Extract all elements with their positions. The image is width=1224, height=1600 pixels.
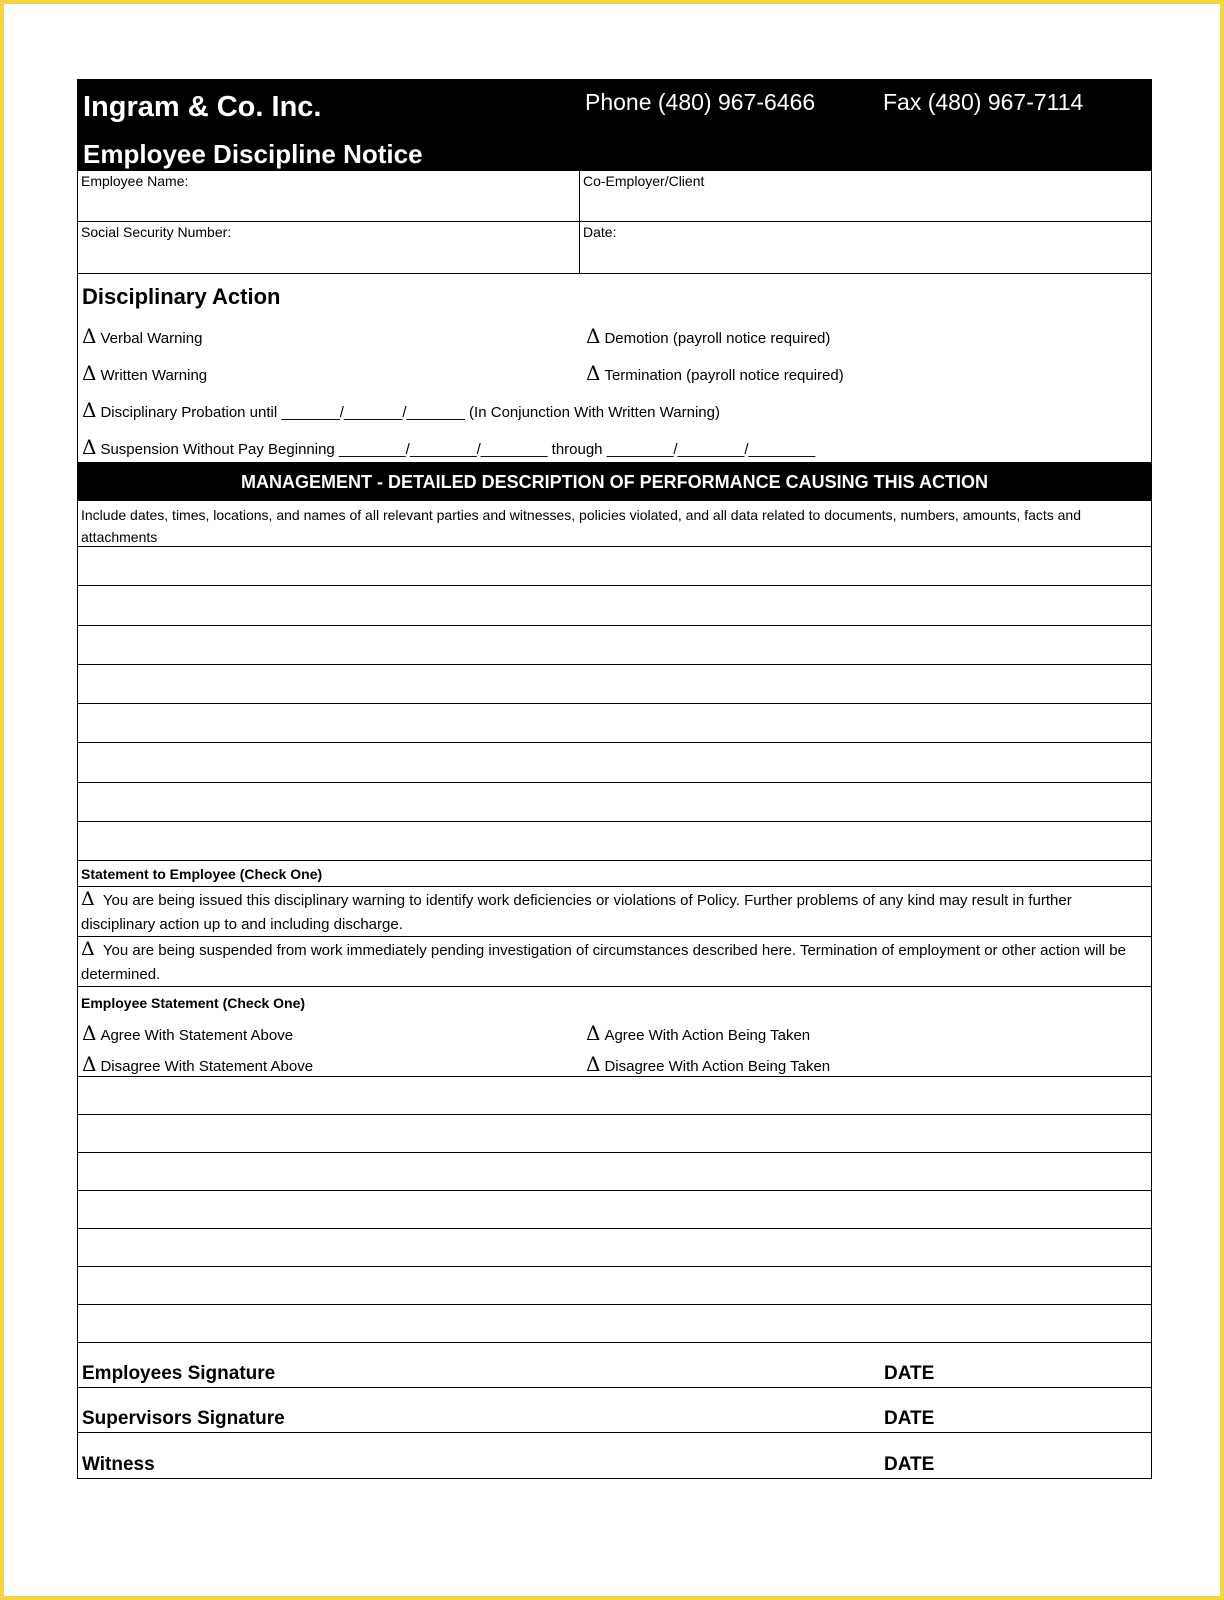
supervisor-signature-label: Supervisors Signature xyxy=(82,1407,285,1429)
description-line[interactable] xyxy=(78,822,1151,861)
option-label: Verbal Warning xyxy=(100,330,203,347)
termination-option[interactable] xyxy=(586,361,844,385)
delta-checkbox-icon[interactable]: Δ xyxy=(82,1052,97,1077)
delta-checkbox-icon[interactable]: Δ xyxy=(586,324,601,348)
delta-checkbox-icon[interactable]: Δ xyxy=(586,1052,601,1077)
comment-line[interactable] xyxy=(78,1115,1151,1153)
comment-line[interactable] xyxy=(78,1267,1151,1305)
employee-name-field[interactable]: Employee Name: xyxy=(78,171,580,221)
statement-option-suspension[interactable] xyxy=(78,937,1151,987)
option-label: Written Warning xyxy=(100,367,208,384)
comment-line[interactable] xyxy=(78,1153,1151,1191)
option-label: Disagree With Action Being Taken xyxy=(604,1058,831,1076)
option-label: Termination (payroll notice required) xyxy=(604,367,844,384)
co-employer-field[interactable]: Co-Employer/Client xyxy=(583,173,705,189)
delta-checkbox-icon[interactable]: Δ xyxy=(586,1021,601,1046)
delta-checkbox-icon[interactable]: Δ xyxy=(586,361,601,385)
agree-statement-option[interactable] xyxy=(82,1021,293,1045)
disagree-action-option[interactable] xyxy=(586,1052,830,1076)
company-name: Ingram & Co. Inc. xyxy=(83,91,322,123)
form-header xyxy=(77,79,1152,171)
agree-action-option[interactable] xyxy=(586,1021,810,1045)
date-field[interactable]: Date: xyxy=(583,224,617,240)
employee-statement-section xyxy=(78,987,1151,1077)
disciplinary-action-title: Disciplinary Action xyxy=(82,284,281,309)
delta-checkbox-icon[interactable]: Δ xyxy=(81,938,95,961)
option-label: Demotion (payroll notice required) xyxy=(604,330,831,347)
written-warning-option[interactable] xyxy=(82,361,207,385)
description-line[interactable] xyxy=(78,586,1151,625)
description-line[interactable] xyxy=(78,783,1151,822)
delta-checkbox-icon[interactable]: Δ xyxy=(81,888,95,911)
statement-option-warning[interactable] xyxy=(78,887,1151,937)
management-description-section xyxy=(77,501,1152,1479)
description-line[interactable] xyxy=(78,743,1151,782)
witness-label: Witness xyxy=(82,1453,155,1475)
date-label: DATE xyxy=(884,1453,935,1475)
verbal-warning-option[interactable] xyxy=(82,324,202,348)
comment-line[interactable] xyxy=(78,1191,1151,1229)
company-fax: Fax (480) 967-7114 xyxy=(883,89,1084,115)
option-label: Suspension Without Pay Beginning ________/________/________ through ________/________/________ xyxy=(100,441,816,458)
employee-signature-label: Employees Signature xyxy=(82,1362,276,1384)
delta-checkbox-icon[interactable]: Δ xyxy=(82,1021,97,1046)
delta-checkbox-icon[interactable]: Δ xyxy=(82,398,97,422)
statement-text: You are being suspended from work immediately pending investigation of circumstances described here. Termination of employment or other action will be determined. xyxy=(81,942,1126,984)
date-label: DATE xyxy=(884,1362,935,1384)
statement-text: You are being issued this disciplinary warning to identify work deficiencies or violations of Policy. Further problems of any kind may result in further disciplinary action up to and including discharge. xyxy=(81,892,1072,934)
info-row xyxy=(78,222,1151,273)
employee-statement-heading: Employee Statement (Check One) xyxy=(81,995,306,1012)
employee-signature-row[interactable] xyxy=(78,1343,1151,1388)
employee-info-section xyxy=(77,171,1152,274)
option-label: Disagree With Statement Above xyxy=(100,1058,314,1076)
disagree-statement-option[interactable] xyxy=(82,1052,313,1076)
company-phone: Phone (480) 967-6466 xyxy=(585,89,816,115)
option-label: Disciplinary Probation until _______/_______/_______ (In Conjunction With Written Warning) xyxy=(100,404,720,421)
management-heading: MANAGEMENT - DETAILED DESCRIPTION OF PERFORMANCE CAUSING THIS ACTION xyxy=(77,463,1152,501)
form-title: Employee Discipline Notice xyxy=(83,139,423,169)
description-line[interactable] xyxy=(78,704,1151,743)
supervisor-signature-row[interactable] xyxy=(78,1388,1151,1433)
discipline-form xyxy=(77,79,1152,1479)
disciplinary-action-section xyxy=(77,274,1152,463)
info-row xyxy=(78,171,1151,222)
option-label: Agree With Action Being Taken xyxy=(604,1027,811,1045)
demotion-option[interactable] xyxy=(586,324,830,348)
comment-line[interactable] xyxy=(78,1305,1151,1343)
description-line[interactable] xyxy=(78,626,1151,665)
delta-checkbox-icon[interactable]: Δ xyxy=(82,324,97,348)
suspension-option[interactable] xyxy=(82,435,815,459)
probation-option[interactable] xyxy=(82,398,720,422)
description-instructions: Include dates, times, locations, and names of all relevant parties and witnesses, policies violated, and all data related to documents, numbers, amounts, facts and attachments xyxy=(78,501,1151,547)
description-line[interactable] xyxy=(78,665,1151,704)
statement-to-employee-heading: Statement to Employee (Check One) xyxy=(78,861,1151,887)
comment-line[interactable] xyxy=(78,1077,1151,1115)
ssn-field[interactable]: Social Security Number: xyxy=(78,222,580,273)
description-line[interactable] xyxy=(78,547,1151,586)
delta-checkbox-icon[interactable]: Δ xyxy=(82,361,97,385)
date-label: DATE xyxy=(884,1407,935,1429)
witness-signature-row[interactable] xyxy=(78,1433,1151,1478)
comment-line[interactable] xyxy=(78,1229,1151,1267)
delta-checkbox-icon[interactable]: Δ xyxy=(82,435,97,459)
option-label: Agree With Statement Above xyxy=(100,1027,294,1045)
